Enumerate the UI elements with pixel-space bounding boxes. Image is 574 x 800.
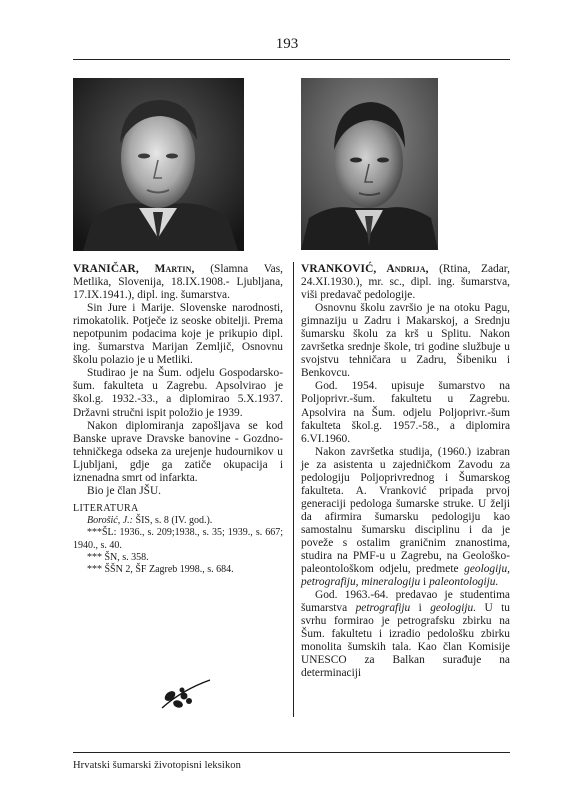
taught-subject-2: geologiju. bbox=[430, 602, 477, 615]
literature-item: *** ŠN, s. 358. bbox=[87, 552, 149, 564]
entry-vrankovic-intro: (Rtina, Zadar, 24.XI.1930.), mr. sc., dipl. ing. šumarstva, viši predavač pedologije. bbox=[301, 263, 510, 302]
portrait-vrankovic bbox=[301, 78, 438, 250]
literature-item bbox=[73, 515, 283, 527]
entry-vrankovic-para-4-text: God. 1963.-64. predavao je studentima šumarstva bbox=[301, 589, 510, 615]
entry-vranicar-intro: (Slamna Vas, Metlika, Slovenija, 18.IX.1908.- Ljubljana, 17.IX.1941.), dipl. ing. šumarstva. bbox=[73, 263, 283, 302]
portrait-vrankovic-image bbox=[301, 78, 438, 250]
entry-vrankovic-para-4 bbox=[301, 589, 510, 680]
entry-vranicar-para-1: Sin Jure i Marije. Slovenske narodnosti, rimokatolik. Potječe iz seoske obitelji. Prema nepotpunim podacima koje je prikupio dipl. ing. šumarstva Marijan Zemljič, Osnovnu školu polazio je u Metliki. bbox=[73, 302, 283, 367]
column-divider bbox=[293, 262, 294, 717]
subjects-last: paleontologiju. bbox=[429, 576, 499, 589]
entry-vranicar-para-4: Bio je član JŠU. bbox=[87, 484, 162, 497]
portrait-vranicar-image bbox=[73, 78, 244, 251]
sprig-ornament bbox=[156, 674, 216, 714]
literature-item: *** ŠŠN 2, ŠF Zagreb 1998., s. 684. bbox=[87, 564, 234, 576]
entry-vranicar-para-2: Studirao je na Šum. odjelu Gospodarsko-šum. fakulteta u Zagrebu. Apsolvirao je škol.g. 1932.-33., a diplomirao 5.X.1937. Državni stručni ispit položio je 1939. bbox=[73, 367, 283, 419]
entry-vrankovic-para-1: Osnovnu školu završio je na otoku Pagu, gimnaziju u Zadru i Makarskoj, a Srednju šumarsku školu za krš u Splitu. Nakon završetka srednje škole, tri godine službuje u svojstvu tehničara u Zadru, Šibeniku i Benkovcu. bbox=[301, 302, 510, 380]
footer-title: Hrvatski šumarski životopisni leksikon bbox=[73, 760, 241, 771]
literature-section bbox=[73, 503, 283, 577]
entry-vranicar-heading bbox=[73, 263, 283, 302]
sprig-ornament-image bbox=[156, 674, 216, 714]
entry-vrankovic-para-2: God. 1954. upisuje šumarstvo na Poljoprivr.-šum. fakultetu u Zagrebu. Apsolvira na Šum. odjelu Poljoprivr.-šum fakulteta škol.g. 1957.-58., a diplomira 6.VI.1960. bbox=[301, 380, 510, 445]
entry-vranicar-name: VRANIČAR, Martin, bbox=[73, 263, 195, 275]
entry-vrankovic-para-3 bbox=[301, 446, 510, 590]
literature-heading: LITERATURA bbox=[73, 502, 139, 514]
footer-rule bbox=[73, 752, 510, 753]
literature-item: ***ŠL: 1936., s. 209;1938., s. 35; 1939., s. 667; 1940., s. 40. bbox=[73, 527, 283, 551]
literature-author: Borošić, J.: bbox=[87, 515, 134, 527]
entry-vrankovic bbox=[301, 263, 510, 681]
entry-vrankovic-name: VRANKOVIĆ, Andrija, bbox=[301, 263, 429, 275]
entry-vrankovic-heading bbox=[301, 263, 510, 302]
entry-vranicar bbox=[73, 263, 283, 577]
entry-vranicar-para-3: Nakon diplomiranja zapošljava se kod Banske uprave Dravske banovine - Gozdno-tehničkega odseka za urejenje hudournikov u Ljubljani, gdje ga zatiče okupacija i iznenadna smrt od infarkta. bbox=[73, 419, 283, 484]
entry-vrankovic-para-3-text: Nakon završetka studija, (1960.) izabran je za asistenta u zajedničkom Zavodu za pedologiju Poljoprivrednog i Šumarskog fakulteta. A. Vranković pripada prvoj generaciji pedologa šumarske struke. U želji da afirmira šumarsku pedologiju kao samostalnu šumarsku disciplinu i da je poveže s ostalim graničnim znanostima, studira na PMF-u u Zagrebu, na Geološko-paleontološkom odjelu, predmete bbox=[301, 445, 510, 576]
literature-text: ŠIS, s. 8 (IV. god.). bbox=[133, 515, 213, 527]
entry-vrankovic-para-4-cont: U tu svrhu formirao je petrografsku zbirku na Šum. fakultetu i izradio pedološku zbirku monolita šumskih tala. Kao član Komisije UNESCO za Balkan surađuje na determinaciji bbox=[301, 602, 510, 680]
portrait-vranicar bbox=[73, 78, 244, 251]
header-rule bbox=[73, 59, 510, 60]
subjects-list: geologiju, petrografiju, mineralogiju bbox=[301, 563, 510, 589]
subjects-and: i bbox=[420, 576, 430, 589]
taught-and: i bbox=[410, 602, 431, 615]
page-number: 193 bbox=[275, 36, 299, 52]
taught-subject-1: petrografiju bbox=[355, 602, 411, 615]
